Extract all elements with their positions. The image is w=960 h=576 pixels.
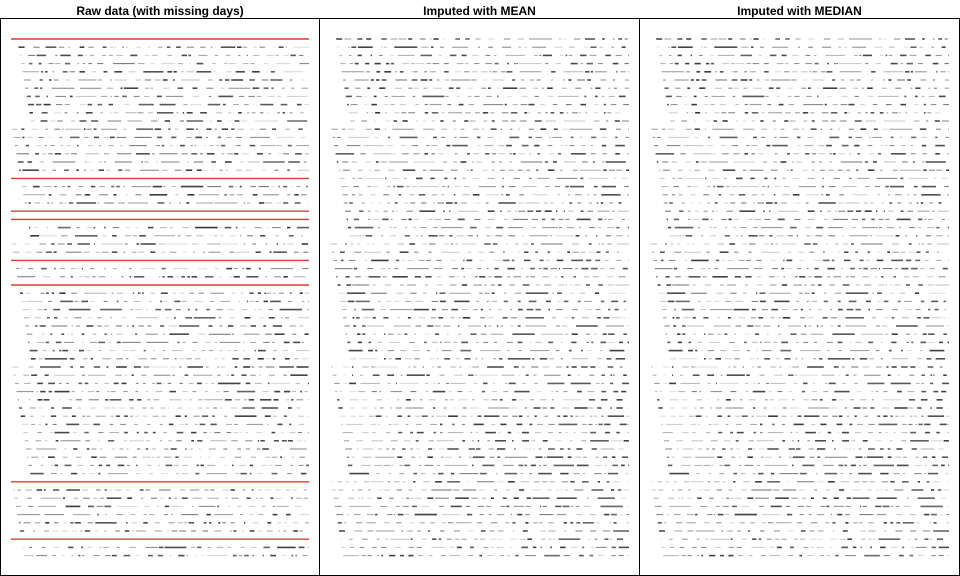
panel-title-median: Imputed with MEDIAN	[737, 4, 862, 18]
plot-area-mean	[319, 18, 640, 576]
plot-area-median	[639, 18, 960, 576]
heatmap-median	[640, 19, 959, 575]
panel-title-raw: Raw data (with missing days)	[76, 4, 244, 18]
heatmap-mean	[320, 19, 639, 575]
panel-title-mean: Imputed with MEAN	[423, 4, 536, 18]
plot-area-raw	[0, 18, 320, 576]
panel-median	[639, 0, 960, 576]
heatmap-raw	[1, 19, 319, 575]
panel-raw	[0, 0, 320, 576]
panel-mean	[319, 0, 640, 576]
